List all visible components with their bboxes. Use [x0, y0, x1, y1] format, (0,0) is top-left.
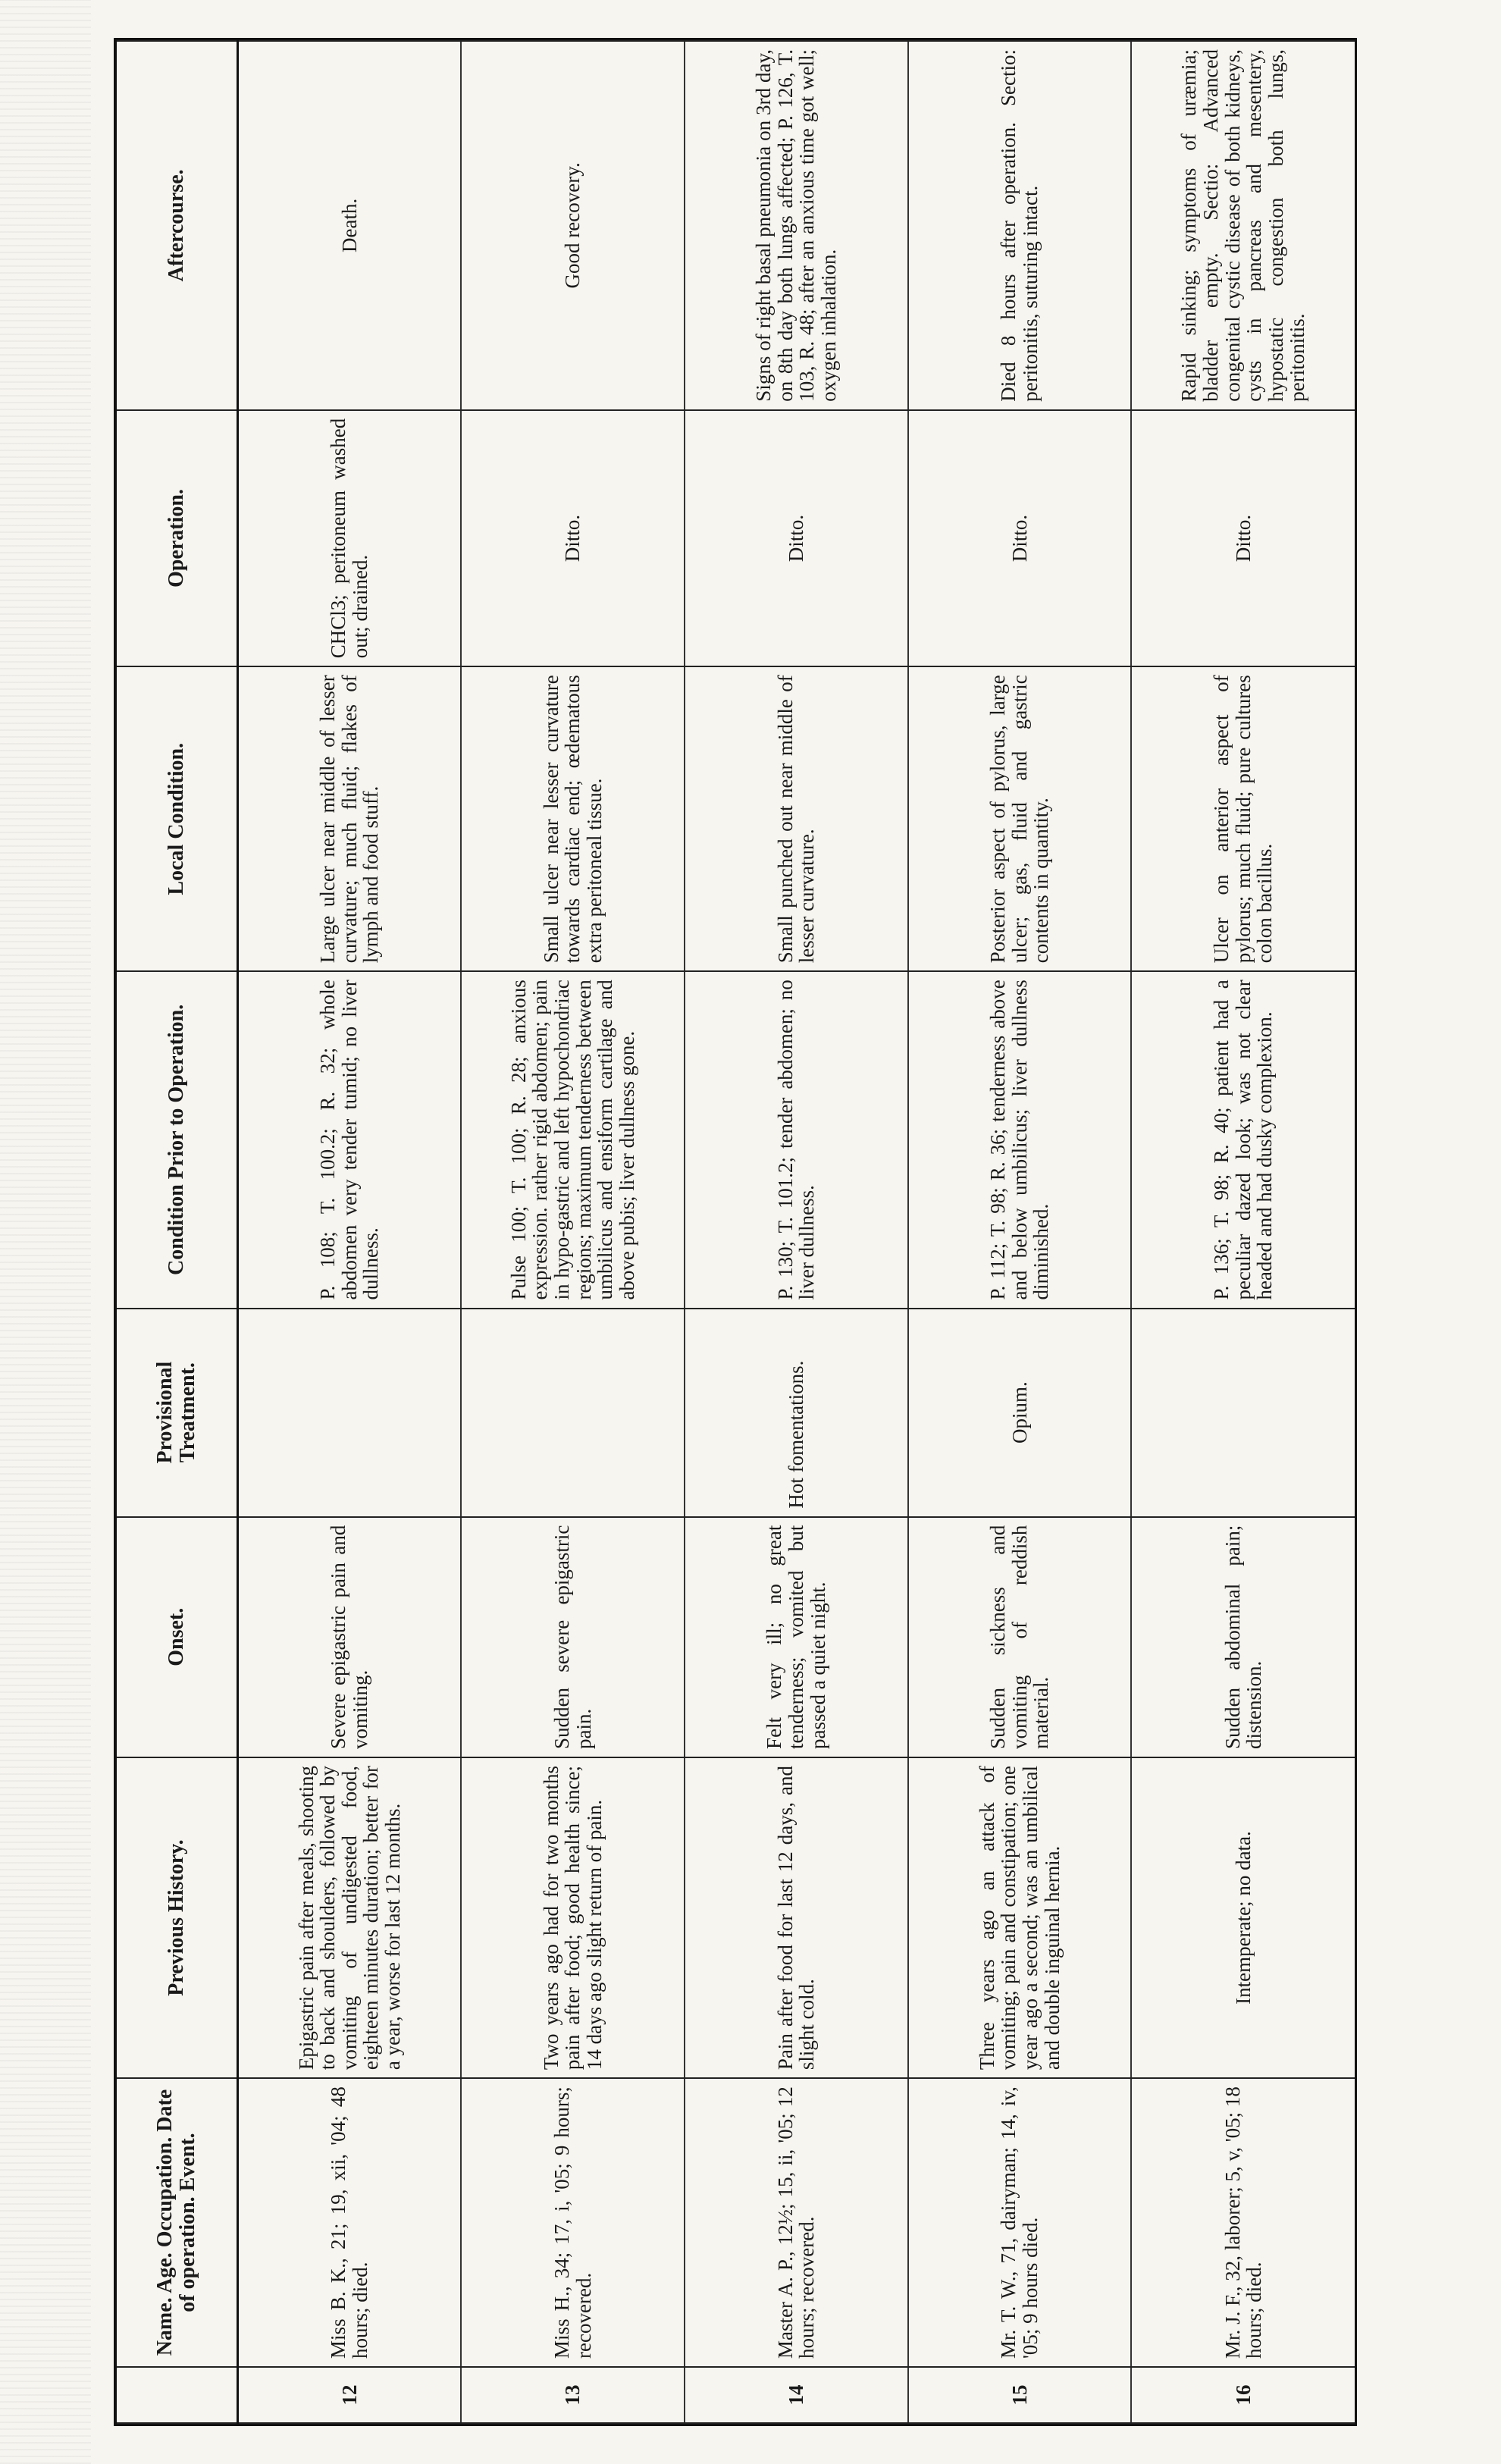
case-name: Mr. T. W., 71, dairyman; 14, iv, '05; 9 hours died.: [908, 2078, 1132, 2367]
rotated-table-container: [114, 38, 1357, 2426]
case-provisional-treatment: [238, 1309, 462, 1517]
case-previous-history: Epigastric pain after meals, shooting to back and shoulders, followed by vomiting of undigested food, eighteen minutes duration; better for a year, worse for last 12 months.: [238, 1757, 462, 2078]
header-operation: Operation.: [117, 410, 238, 667]
case-provisional-treatment: [1131, 1309, 1355, 1517]
case-local-condition: Ulcer on anterior aspect of pylorus; much fluid; pure cultures colon bacillus.: [1131, 666, 1355, 971]
case-aftercourse: Died 8 hours after operation. Sectio: peritonitis, suturing intact.: [908, 41, 1132, 410]
case-aftercourse: Rapid sinking; symptoms of uræmia; bladder empty. Sectio: Advanced congenital cystic disease of both kidneys, cysts in pancreas and mesentery, hypostatic congestion both lungs, peritonitis.: [1131, 41, 1355, 410]
case-provisional-treatment: [461, 1309, 685, 1517]
case-previous-history: Three years ago an attack of vomiting; pain and constipation; one year ago a second; was an umbilical and double inguinal hernia.: [908, 1757, 1132, 2078]
case-number: 13: [461, 2367, 685, 2423]
header-local-condition: Local Condition.: [117, 666, 238, 971]
case-local-condition: Small ulcer near lesser curvature towards cardiac end; œdematous extra peritoneal tissue.: [461, 666, 685, 971]
case-local-condition: Small punched out near middle of lesser curvature.: [685, 666, 908, 971]
header-condition-prior: Condition Prior to Operation.: [117, 971, 238, 1308]
case-onset: Sudden severe epigastric pain.: [461, 1517, 685, 1757]
case-operation: Ditto.: [685, 410, 908, 667]
case-previous-history: Intemperate; no data.: [1131, 1757, 1355, 2078]
case-local-condition: Posterior aspect of pylorus, large ulcer; gas, fluid and gastric contents in quantity.: [908, 666, 1132, 971]
case-onset: Severe epigastric pain and vomiting.: [238, 1517, 462, 1757]
header-number: [117, 2367, 238, 2423]
header-provisional-treatment: Provisional Treatment.: [117, 1309, 238, 1517]
case-operation: CHCl3; peritoneum washed out; drained.: [238, 410, 462, 667]
header-previous-history: Previous History.: [117, 1757, 238, 2078]
table-row-15: [908, 41, 1132, 2423]
header-row: [117, 41, 238, 2423]
case-provisional-treatment: Hot fomentations.: [685, 1309, 908, 1517]
header-aftercourse: Aftercourse.: [117, 41, 238, 410]
case-previous-history: Two years ago had for two months pain after food; good health since; 14 days ago slight return of pain.: [461, 1757, 685, 2078]
case-number: 16: [1131, 2367, 1355, 2423]
case-name: Master A. P., 12½; 15, ii, '05; 12 hours; recovered.: [685, 2078, 908, 2367]
case-aftercourse: Good recovery.: [461, 41, 685, 410]
case-condition-prior: P. 136; T. 98; R. 40; patient had a peculiar dazed look; was not clear headed and had dusky complexion.: [1131, 971, 1355, 1308]
case-number: 15: [908, 2367, 1132, 2423]
case-previous-history: Pain after food for last 12 days, and slight cold.: [685, 1757, 908, 2078]
table-row-14: [685, 41, 908, 2423]
case-aftercourse: Death.: [238, 41, 462, 410]
header-name: Name. Age. Occupation. Date of operation. Event.: [117, 2078, 238, 2367]
case-onset: Felt very ill; no great tenderness; vomited but passed a quiet night.: [685, 1517, 908, 1757]
case-condition-prior: Pulse 100; T. 100; R. 28; anxious expression. rather rigid abdomen; pain in hypo-gastric and left hypochondriac regions; maximum tenderness between umbilicus and ensiform cartilage and above pubis; liver dullness gone.: [461, 971, 685, 1308]
scan-noise-margin: [0, 0, 91, 2464]
case-onset: Sudden sickness and vomiting of reddish material.: [908, 1517, 1132, 1757]
case-condition-prior: P. 130; T. 101.2; tender abdomen; no liver dullness.: [685, 971, 908, 1308]
case-condition-prior: P. 112; T. 98; R. 36; tenderness above and below umbilicus; liver dullness diminished.: [908, 971, 1132, 1308]
table-row-13: [461, 41, 685, 2423]
table-row-12: [238, 41, 462, 2423]
case-operation: Ditto.: [461, 410, 685, 667]
case-provisional-treatment: Opium.: [908, 1309, 1132, 1517]
case-operation: Ditto.: [1131, 410, 1355, 667]
case-name: Miss H., 34; 17, i, '05; 9 hours; recovered.: [461, 2078, 685, 2367]
case-table: [117, 40, 1355, 2424]
header-onset: Onset.: [117, 1517, 238, 1757]
case-name: Miss B. K., 21; 19, xii, '04; 48 hours; died.: [238, 2078, 462, 2367]
case-local-condition: Large ulcer near middle of lesser curvature; much fluid; flakes of lymph and food stuff.: [238, 666, 462, 971]
case-number: 12: [238, 2367, 462, 2423]
table-row-16: [1131, 41, 1355, 2423]
case-aftercourse: Signs of right basal pneumonia on 3rd day, on 8th day both lungs affected; P. 126, T. 103, R. 48; after an anxious time got well; oxygen inhalation.: [685, 41, 908, 410]
case-onset: Sudden abdominal pain; distension.: [1131, 1517, 1355, 1757]
case-operation: Ditto.: [908, 410, 1132, 667]
case-condition-prior: P. 108; T. 100.2; R. 32; whole abdomen very tender tumid; no liver dullness.: [238, 971, 462, 1308]
case-name: Mr. J. F., 32, laborer; 5, v, '05; 18 hours; died.: [1131, 2078, 1355, 2367]
case-number: 14: [685, 2367, 908, 2423]
